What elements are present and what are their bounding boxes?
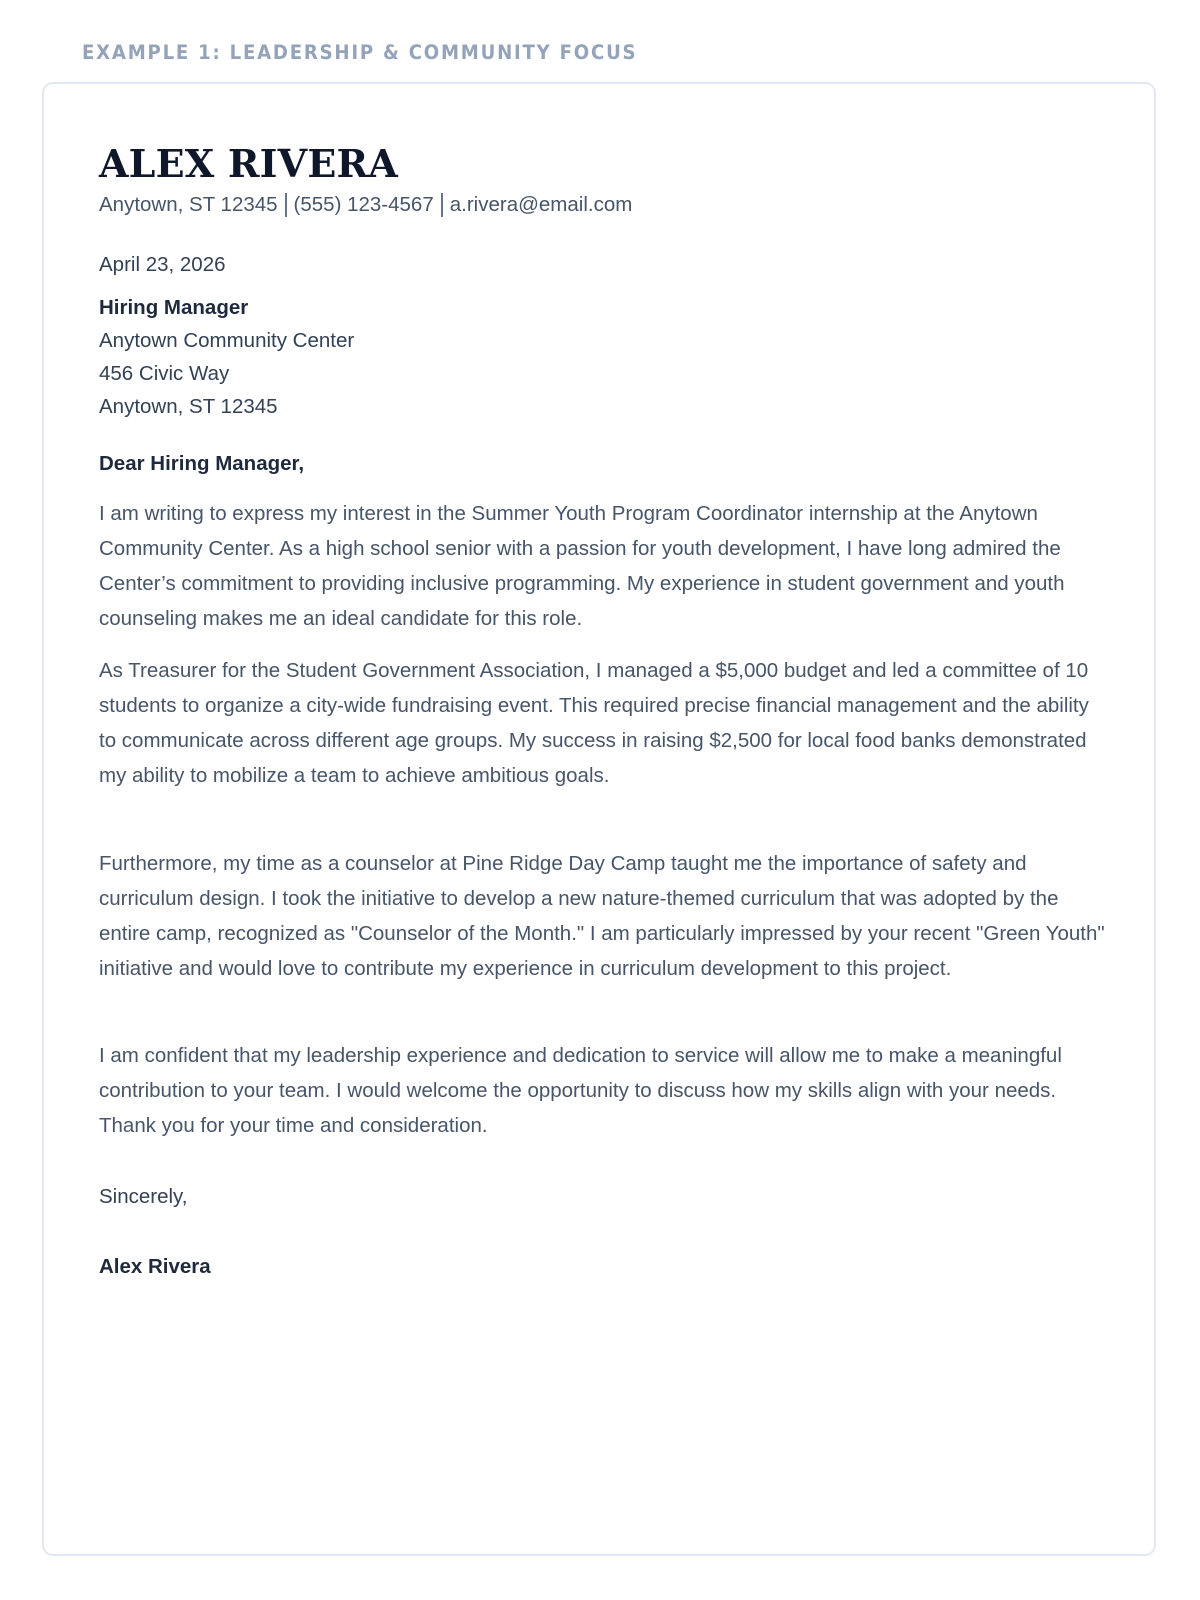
body-paragraph-1: I am writing to express my interest in the Summer Youth Program Coordinator internship at the Anytown Community Center. As a high school senior with a passion for youth development, I have long admired the Center’s commitment to providing inclusive programming. My experience in student government and youth counseling makes me an ideal candidate for this role. bbox=[99, 502, 1065, 630]
recipient-city-state-zip: Anytown, ST 12345 bbox=[99, 395, 278, 418]
recipient-address-block bbox=[99, 291, 354, 423]
sender-phone: (555) 123-4567 bbox=[293, 193, 434, 216]
sender-address: Anytown, ST 12345 bbox=[99, 193, 278, 216]
cover-letter-card bbox=[42, 82, 1156, 1556]
body-paragraph-4: I am confident that my leadership experience and dedication to service will allow me to make a meaningful contribution to your team. I would welcome the opportunity to discuss how my skills align with your needs. Thank you for your time and consideration. bbox=[99, 1044, 1062, 1137]
sender-name: ALEX RIVERA bbox=[99, 141, 398, 186]
contact-separator bbox=[285, 193, 287, 217]
recipient-organization: Anytown Community Center bbox=[99, 329, 355, 352]
body-paragraph-2: As Treasurer for the Student Government Association, I managed a $5,000 budget and led a committee of 10 students to organize a city-wide fundraising event. This required precise financial management and the ability to communicate across different age groups. My success in raising $2,500 for local food banks demonstrated my ability to mobilize a team to achieve ambitious goals. bbox=[99, 659, 1089, 787]
letter-date: April 23, 2026 bbox=[99, 253, 226, 276]
signature-name: Alex Rivera bbox=[99, 1255, 211, 1278]
sender-email: a.rivera@email.com bbox=[449, 193, 633, 216]
example-section-label: EXAMPLE 1: LEADERSHIP & COMMUNITY FOCUS bbox=[82, 41, 638, 64]
sender-contact-line bbox=[99, 191, 632, 219]
recipient-title: Hiring Manager bbox=[99, 296, 249, 319]
recipient-street: 456 Civic Way bbox=[99, 362, 230, 385]
closing: Sincerely, bbox=[99, 1185, 188, 1208]
body-paragraph-3: Furthermore, my time as a counselor at Pine Ridge Day Camp taught me the importance of safety and curriculum design. I took the initiative to develop a new nature-themed curriculum that was adopted by the entire camp, recognized as "Counselor of the Month." I am particularly impressed by your recent "Green Youth" initiative and would love to contribute my experience in curriculum development to this project. bbox=[99, 852, 1105, 980]
salutation: Dear Hiring Manager, bbox=[99, 452, 305, 475]
contact-separator bbox=[441, 193, 443, 217]
